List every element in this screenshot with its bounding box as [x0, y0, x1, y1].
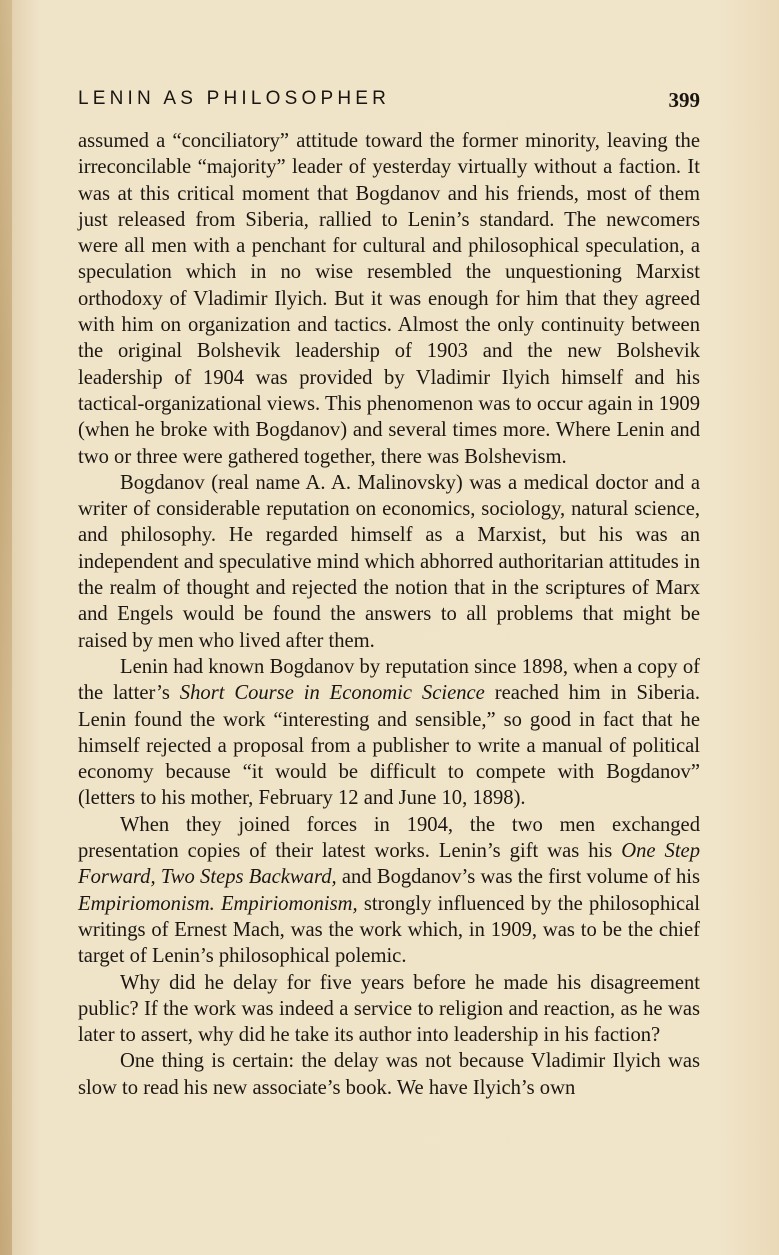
paragraph [78, 128, 700, 470]
page-header [78, 88, 700, 118]
body-text [78, 128, 700, 1101]
text-run: assumed a “conciliatory” attitude toward the former minority, leaving the irreconcilable “majority” leader of yesterday virtually without a faction. It was at this critical moment that Bogdanov and his friends, most of them just released from Siberia, rallied to Lenin’s standard. The newcomers were all men with a penchant for cultural and philosophical speculation, a speculation which in no wise resembled the unquestioning Marxist orthodoxy of Vladimir Ilyich. But it was enough for him that they agreed with him on organization and tactics. Almost the only continuity between the original Bolshevik leadership of 1903 and the new Bolshevik leadership of 1904 was provided by Vladimir Ilyich himself and his tactical-organizational views. This phenomenon was to occur again in 1909 (when he broke with Bogdanov) and several times more. Where Lenin and two or three were gathered together, there was Bolshevism. [78, 130, 700, 468]
text-run: Bogdanov (real name A. A. Malinovsky) was a medical doctor and a writer of considerable reputation on economics, sociology, natural science, and philosophy. He regarded himself as a Marxist, but his was an independent and speculative mind which abhorred authoritarian attitudes in the realm of thought and rejected the notion that in the scriptures of Marx and Engels would be found the answers to all problems that might be raised by men who lived after them. [78, 471, 700, 652]
italic-title: One Step Forward, Two Steps Backward, [78, 840, 700, 889]
text-run: Lenin had known Bogdanov by reputation since 1898, when a copy of the latter’s [78, 655, 700, 705]
text-run: strongly influenced by the philosophical writings of Ernest Mach, was the work which, in 1909, was to be the chief target of Lenin’s philosophical polemic. [78, 892, 700, 968]
text-run: When they joined forces in 1904, the two men exchanged presentation copies of their latest works. Lenin’s gift was his [78, 813, 700, 863]
gutter-shadow [0, 0, 12, 1255]
paragraph [78, 1048, 700, 1101]
paragraph [78, 470, 700, 654]
page-number: 399 [668, 88, 700, 112]
text-run: One thing is certain: the delay was not because Vladimir Ilyich was slow to read his new associate’s book. We have Ilyich’s own [78, 1050, 700, 1099]
italic-title: Short Course in Economic Science [179, 682, 485, 705]
text-run: and Bogdanov’s was the first volume of his [336, 866, 700, 889]
paragraph [78, 812, 700, 970]
text-run: Why did he delay for five years before he made his disagreement public? If the work was indeed a service to religion and reaction, as he was later to assert, why did he take its author into leadership in his faction? [78, 971, 700, 1047]
running-head: LENIN AS PHILOSOPHER [78, 88, 391, 109]
italic-title: Empiriomonism. Empiriomonism, [78, 892, 358, 915]
paragraph [78, 654, 700, 812]
paragraph [78, 970, 700, 1049]
text-run: reached him in Siberia. Lenin found the work “interesting and sensible,” so good in fact that he himself rejected a proposal from a publisher to write a manual of political economy because “it would be difficult to compete with Bogdanov” (letters to his mother, February 12 and June 10, 1898). [78, 682, 700, 810]
